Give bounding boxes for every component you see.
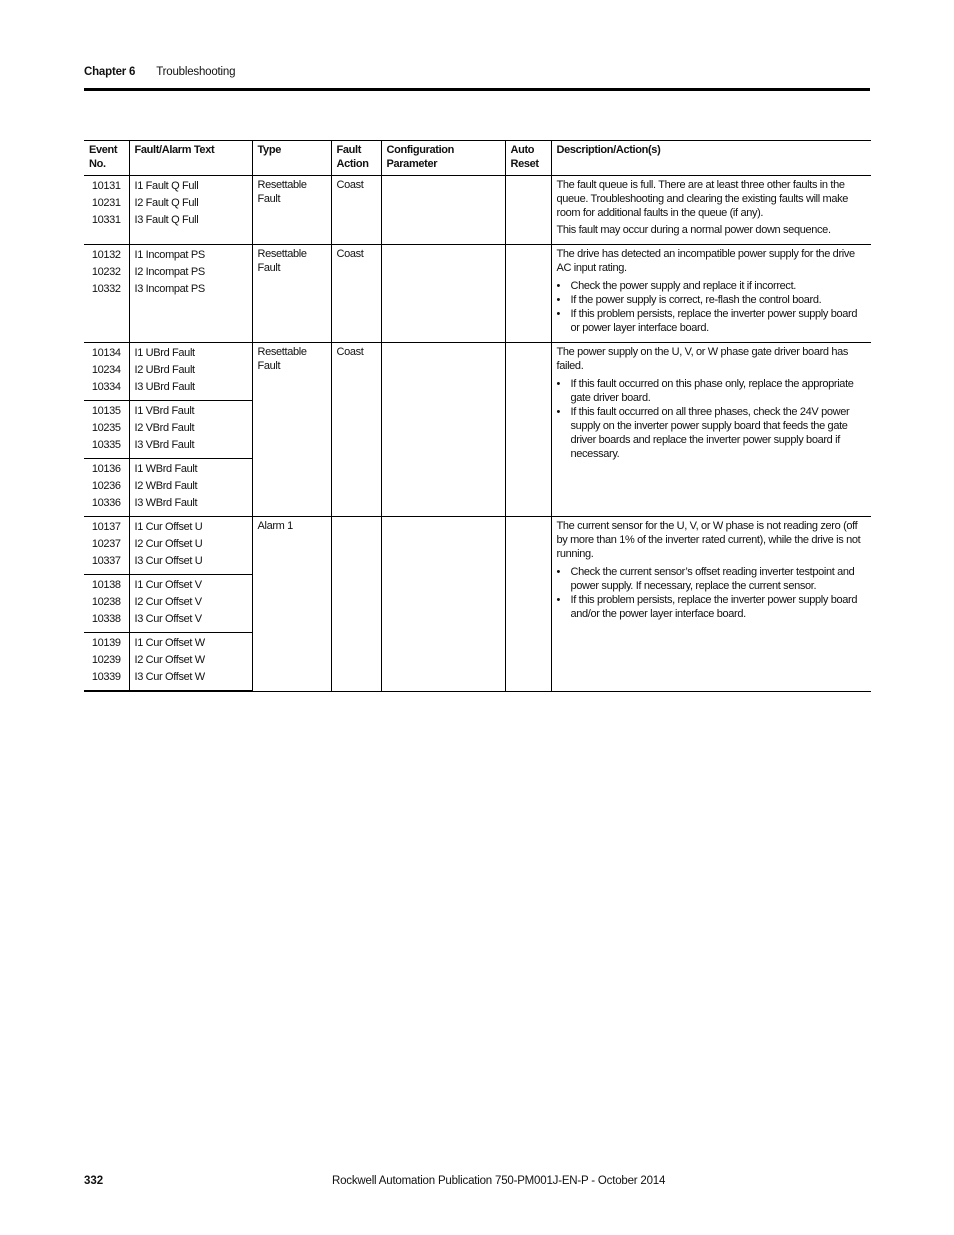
col-header-type: Type: [252, 141, 331, 176]
fault-type: Resettable Fault: [252, 176, 331, 245]
event-numbers: 10135 10235 10335: [84, 401, 129, 459]
fault-text: I1 UBrd Fault I2 UBrd Fault I3 UBrd Fault: [129, 343, 252, 401]
fault-type: Alarm 1: [252, 517, 331, 692]
list-item: • Check the current sensor’s offset reading inverter testpoint and power supply. If necessary, replace the current sensor.: [557, 565, 867, 593]
list-item: • Check the power supply and replace it if incorrect.: [557, 279, 867, 293]
col-header-action: Fault Action: [331, 141, 381, 176]
list-item: • If the power supply is correct, re-flash the control board.: [557, 293, 867, 307]
action-list: [557, 377, 867, 461]
col-header-config: Configuration Parameter: [381, 141, 505, 176]
action-list: [557, 279, 867, 335]
col-header-text: Fault/Alarm Text: [129, 141, 252, 176]
table-row: [84, 176, 871, 245]
chapter-label: Chapter 6: [84, 66, 136, 78]
fault-type: Resettable Fault: [252, 245, 331, 343]
event-numbers: 10132 10232 10332: [84, 245, 129, 343]
section-title: Troubleshooting: [156, 66, 236, 78]
list-item: • If this problem persists, replace the inverter power supply board and/or the power layer interface board.: [557, 593, 867, 621]
auto-reset: [505, 517, 551, 692]
fault-text: I1 Cur Offset V I2 Cur Offset V I3 Cur Offset V: [129, 575, 252, 633]
event-numbers: 10137 10237 10337: [84, 517, 129, 575]
auto-reset: [505, 245, 551, 343]
event-numbers: 10139 10239 10339: [84, 633, 129, 692]
fault-action: [331, 517, 381, 692]
description: The current sensor for the U, V, or W phase is not reading zero (off by more than 1% of the inverter rated current), while the drive is not running. • Check the current sensor’s offset reading inverter testpoint and power supply. If necessary, replace the current sensor. • If this problem persists, replace the inverter power supply board and/or the power layer interface board.: [551, 517, 871, 692]
header-rule: [84, 88, 870, 91]
fault-text: I1 Incompat PS I2 Incompat PS I3 Incompat PS: [129, 245, 252, 343]
fault-text: I1 WBrd Fault I2 WBrd Fault I3 WBrd Fault: [129, 459, 252, 517]
description: The fault queue is full. There are at least three other faults in the queue. Troubleshooting and clearing the existing faults will make room for additional faults in the queue (if any). This fault may occur during a normal power down sequence.: [551, 176, 871, 245]
table-row: [84, 517, 871, 575]
fault-text: I1 Fault Q Full I2 Fault Q Full I3 Fault Q Full: [129, 176, 252, 245]
list-item: • If this problem persists, replace the inverter power supply board or power layer interface board.: [557, 307, 867, 335]
fault-table: [84, 140, 871, 692]
col-header-reset: Auto Reset: [505, 141, 551, 176]
config-parameter: [381, 517, 505, 692]
fault-action: Coast: [331, 343, 381, 517]
fault-action: Coast: [331, 176, 381, 245]
description: The power supply on the U, V, or W phase gate driver board has failed. • If this fault occurred on this phase only, replace the appropriate gate driver board. • If this fault occurred on all three phases, check the 24V power supply on the inverter power supply board that feeds the gate driver boards and replace the inverter power supply board if necessary.: [551, 343, 871, 517]
col-header-description: Description/Action(s): [551, 141, 871, 176]
fault-text: I1 Cur Offset U I2 Cur Offset U I3 Cur Offset U: [129, 517, 252, 575]
event-numbers: 10131 10231 10331: [84, 176, 129, 245]
config-parameter: [381, 176, 505, 245]
page-number: 332: [84, 1175, 104, 1187]
fault-type: Resettable Fault: [252, 343, 331, 517]
config-parameter: [381, 343, 505, 517]
auto-reset: [505, 176, 551, 245]
table-row: [84, 343, 871, 401]
list-item: • If this fault occurred on all three phases, check the 24V power supply on the inverter power supply board that feeds the gate driver boards and replace the inverter power supply board if necessary.: [557, 405, 867, 461]
event-numbers: 10136 10236 10336: [84, 459, 129, 517]
col-header-event: Event No.: [84, 141, 129, 176]
config-parameter: [381, 245, 505, 343]
table-row: [84, 245, 871, 343]
fault-text: I1 VBrd Fault I2 VBrd Fault I3 VBrd Fault: [129, 401, 252, 459]
event-numbers: 10134 10234 10334: [84, 343, 129, 401]
description: The drive has detected an incompatible power supply for the drive AC input rating. • Check the power supply and replace it if incorrect. • If the power supply is correct, re-flash the control board. • If this problem persists, replace the inverter power supply board or power layer interface board.: [551, 245, 871, 343]
event-numbers: 10138 10238 10338: [84, 575, 129, 633]
table-header-row: [84, 141, 871, 176]
publication-footer: Rockwell Automation Publication 750-PM001J-EN-P - October 2014: [332, 1175, 666, 1187]
fault-action: Coast: [331, 245, 381, 343]
fault-text: I1 Cur Offset W I2 Cur Offset W I3 Cur Offset W: [129, 633, 252, 692]
auto-reset: [505, 343, 551, 517]
list-item: • If this fault occurred on this phase only, replace the appropriate gate driver board.: [557, 377, 867, 405]
action-list: [557, 565, 867, 621]
running-header: [84, 66, 235, 78]
